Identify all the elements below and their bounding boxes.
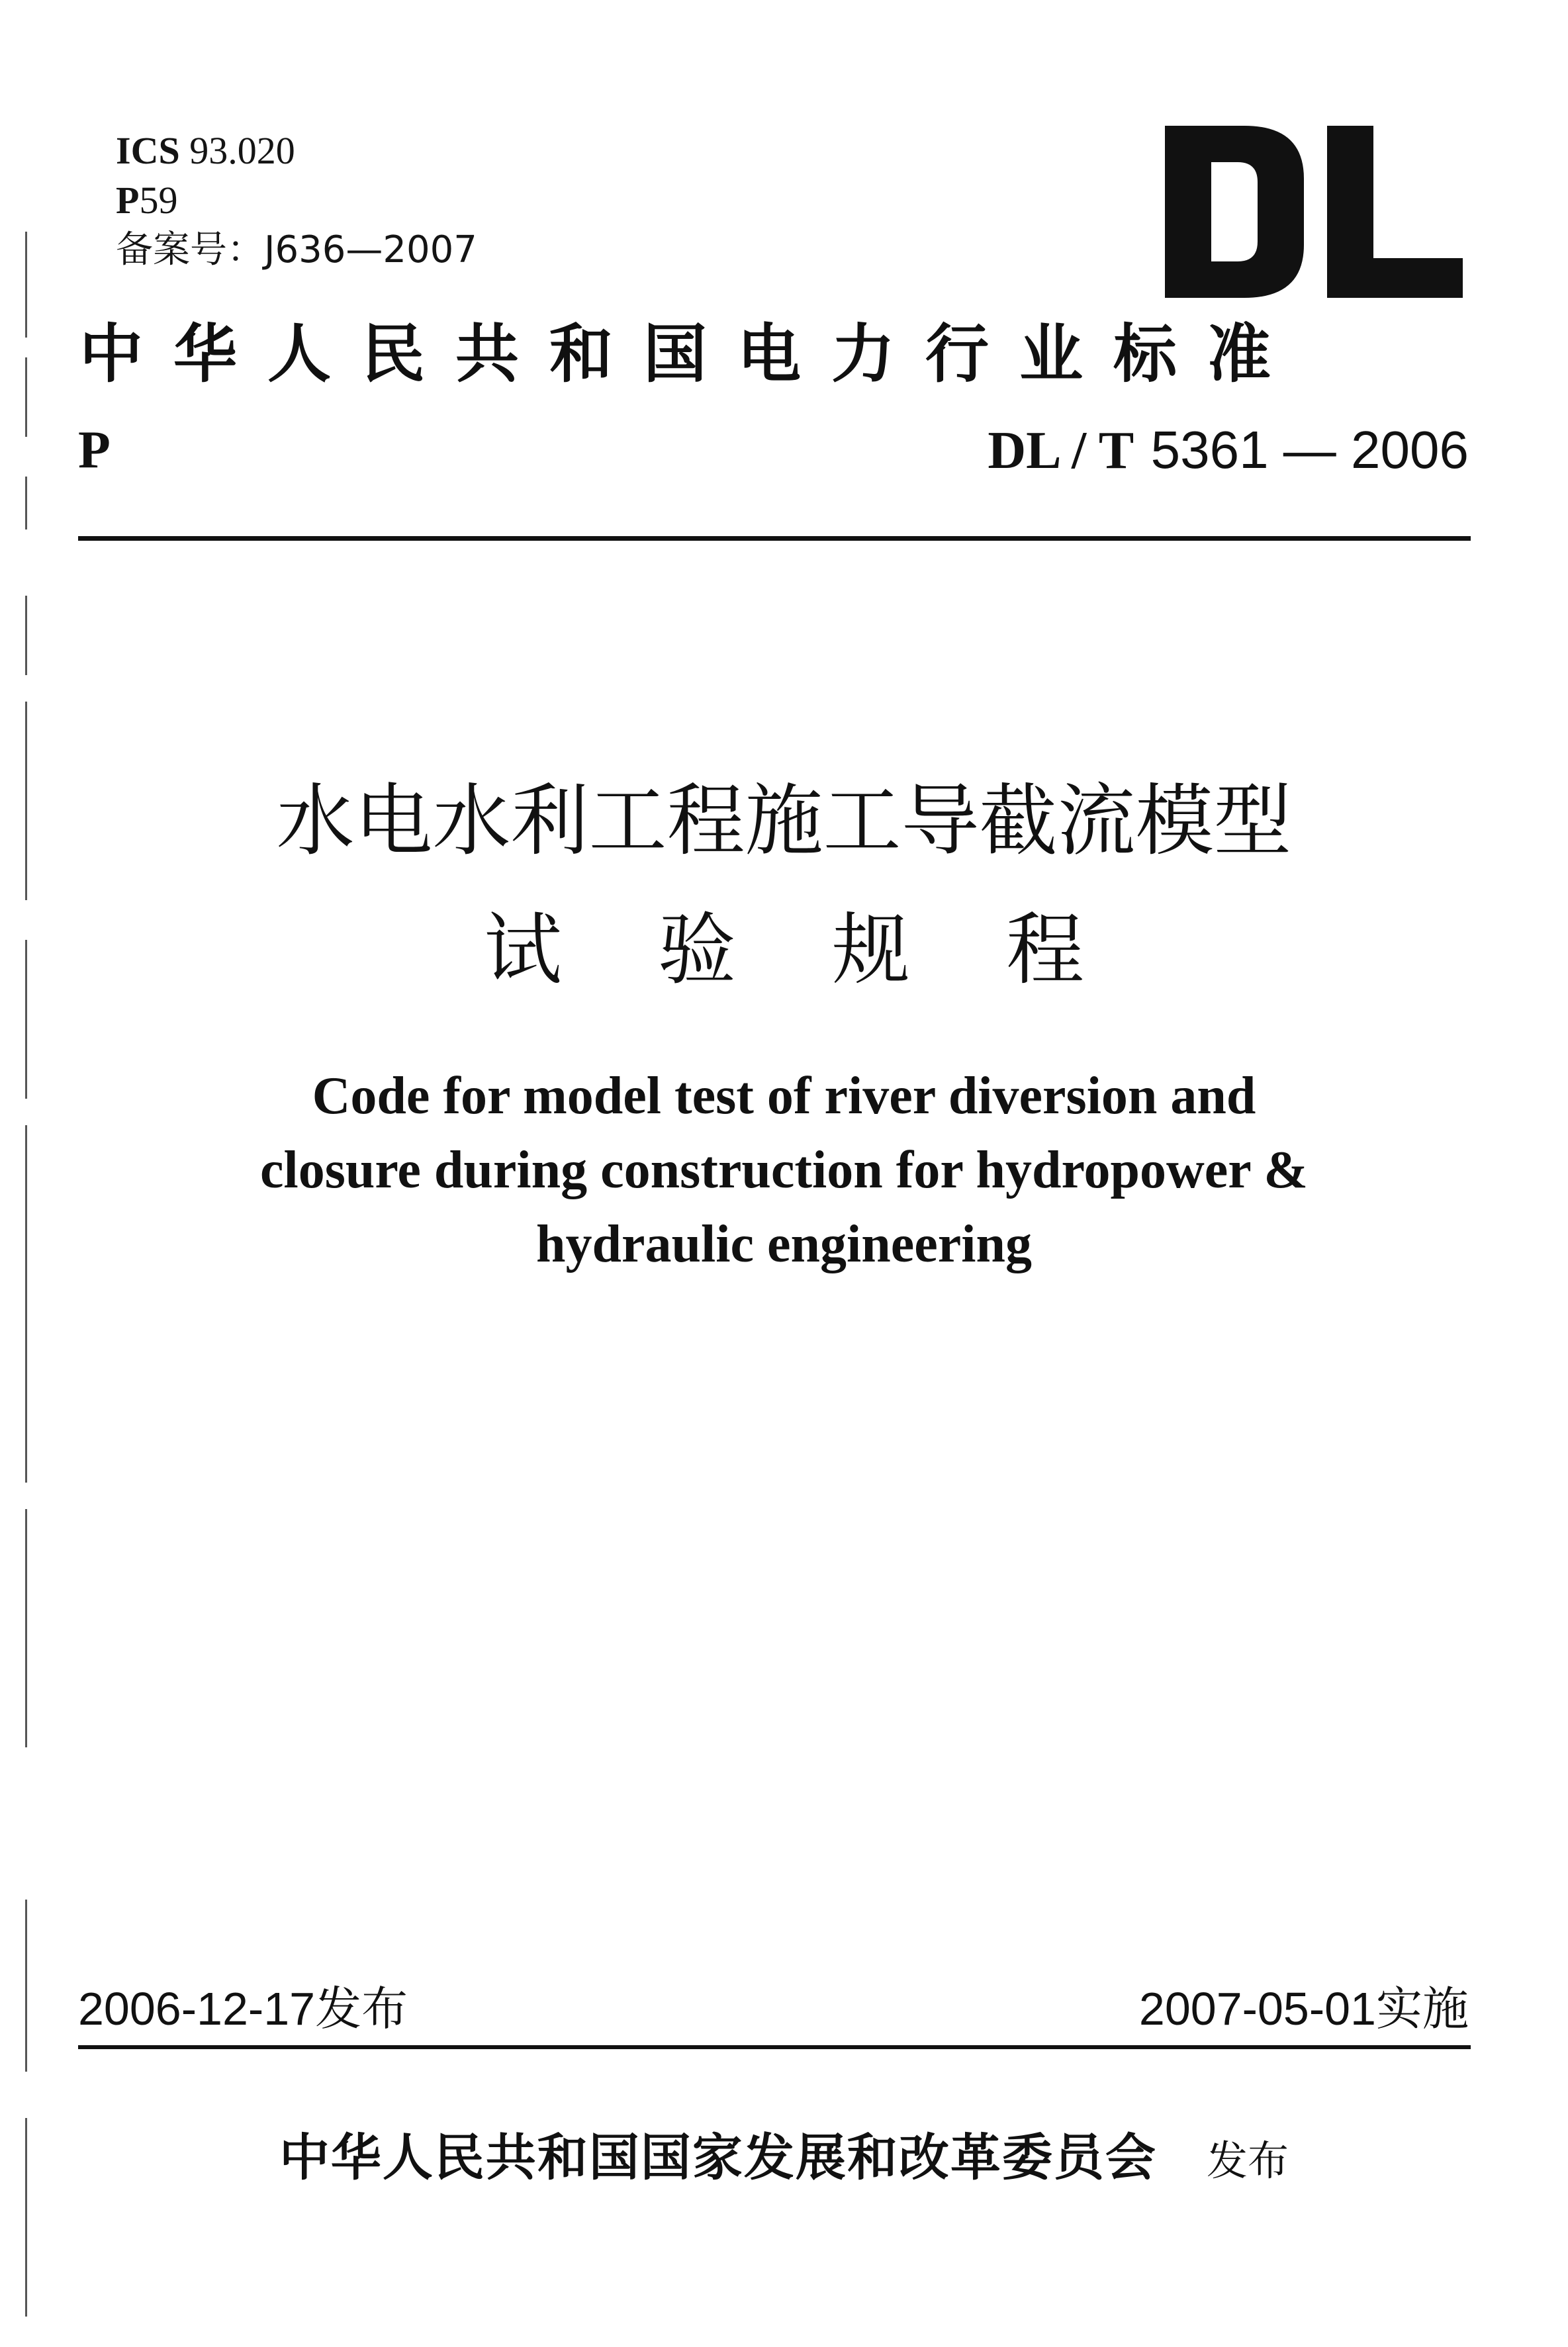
- title-en-line: closure during construction for hydropower &: [259, 1141, 1308, 1199]
- scan-edge-mark: [25, 1509, 27, 1747]
- scan-edge-mark: [25, 1900, 27, 2072]
- header-divider: [78, 536, 1471, 541]
- effective-date: 2007-05-01实施: [1138, 1983, 1469, 2035]
- p-value: 59: [139, 179, 178, 222]
- title-en-line: Code for model test of river diversion and: [312, 1067, 1256, 1125]
- scan-edge-mark: [25, 357, 27, 437]
- ics-row: [116, 126, 477, 175]
- p-row: [116, 175, 477, 225]
- title-cn-line1: 水电水利工程施工导截流模型: [276, 775, 1292, 866]
- classification-letter: P: [78, 421, 111, 479]
- standard-prefix: DL / T: [988, 422, 1134, 480]
- standard-number: 5361 — 2006: [1150, 420, 1469, 479]
- scan-edge-mark: [25, 477, 27, 529]
- title-en: [0, 1059, 1568, 1281]
- ics-label: ICS: [116, 129, 180, 172]
- header-title: 中华人民共和国电力行业标准: [79, 316, 1301, 391]
- publisher-action: 发布: [1207, 2137, 1289, 2185]
- publisher: [0, 2125, 1568, 2194]
- publisher-org: 中华人民共和国国家发展和改革委员会: [279, 2128, 1157, 2187]
- scan-edge-mark: [25, 596, 27, 675]
- scan-edge-mark: [25, 232, 27, 338]
- issue-date: 2006-12-17发布: [78, 1983, 408, 2035]
- title-cn-line2: 试验规程: [483, 904, 1180, 995]
- p-label: P: [116, 179, 140, 222]
- document-meta: [116, 126, 477, 275]
- dl-logo: [1165, 126, 1463, 298]
- standard-code: [988, 417, 1469, 484]
- filing-number: 备案号：J636—2007: [116, 228, 477, 271]
- ics-value: 93.020: [189, 129, 295, 172]
- title-en-line: hydraulic engineering: [536, 1215, 1032, 1273]
- footer-divider: [78, 2045, 1471, 2049]
